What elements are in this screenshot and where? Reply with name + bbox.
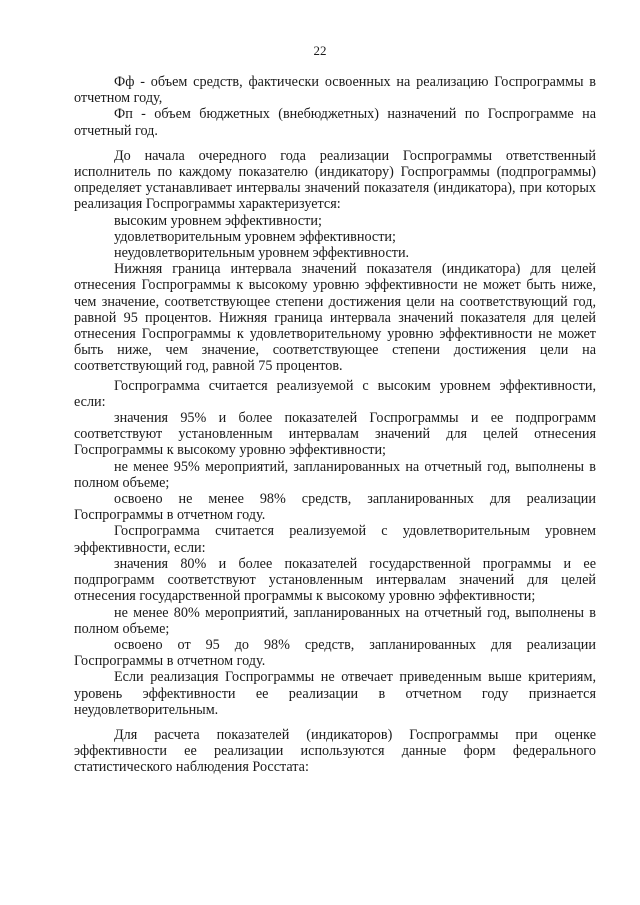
criterion-satisfactory-funds: освоено от 95 до 98% средств, запланированных для реализации Госпрограммы в отчетном году. — [74, 636, 596, 670]
paragraph-unsatisfactory-conclusion: Если реализация Госпрограммы не отвечает приведенным выше критериям, уровень эффективности ее реализации в отчетном году признается неудовлетворительным. — [74, 669, 596, 718]
paragraph-rosstat-data: Для расчета показателей (индикаторов) Госпрограммы при оценке эффективности ее реализации используются данные форм федерального статистического наблюдения Росстата: — [74, 726, 596, 776]
paragraph-high-efficiency-intro: Госпрограмма считается реализуемой с высоким уровнем эффективности, если: — [74, 377, 596, 410]
list-item-satisfactory-level: удовлетворительным уровнем эффективности; — [114, 228, 396, 245]
criterion-high-indicators: значения 95% и более показателей Госпрограммы и ее подпрограмм соответствуют установленным интервалам значений для целей отнесения Госпрограммы к высокому уровню эффективности; — [74, 410, 596, 459]
list-item-unsatisfactory-level: неудовлетворительным уровнем эффективности. — [114, 245, 410, 262]
criterion-high-funds: освоено не менее 98% средств, запланированных для реализации Госпрограммы в отчетном году. — [74, 491, 596, 524]
criterion-satisfactory-indicators: значения 80% и более показателей государственной программы и ее подпрограмм соответствуют установленным интервалам значений для целей отнесения государственной программы к высокому уровню эффективности; — [74, 555, 596, 605]
criterion-high-activities: не менее 95% мероприятий, запланированных на отчетный год, выполнены в полном объеме; — [74, 458, 596, 491]
paragraph-intervals-intro: До начала очередного года реализации Госпрограммы ответственный исполнитель по каждому показателю (индикатору) Госпрограммы (подпрограммы) определяет устанавливает интервалы значений показателя (индикатора), при которых реализация Госпрограммы характеризуется: — [74, 147, 596, 213]
document-body — [74, 74, 596, 776]
page-number: 22 — [313, 43, 327, 58]
paragraph-satisfactory-efficiency-intro: Госпрограмма считается реализуемой с удовлетворительным уровнем эффективности, если: — [74, 523, 596, 556]
paragraph-lower-bound: Нижняя граница интервала значений показателя (индикатора) для целей отнесения Госпрограммы к высокому уровню эффективности не может быть ниже, чем значение, соответствующее степени достижения цели на соответствующий год, равной 95 процентов. Нижняя граница интервала значений показателя для целей отнесения Госпрограммы к удовлетворительному уровню эффективности не может быть ниже, чем значение, соответствующее степени достижения цели на соответствующий год, равной 75 процентов. — [74, 261, 596, 375]
list-item-high-level: высоким уровнем эффективности; — [114, 212, 322, 229]
paragraph-fp-definition: Фп - объем бюджетных (внебюджетных) назначений по Госпрограмме на отчетный год. — [74, 106, 596, 139]
paragraph-ff-definition: Фф - объем средств, фактически освоенных на реализацию Госпрограммы в отчетном году, — [74, 74, 596, 107]
criterion-satisfactory-activities: не менее 80% мероприятий, запланированных на отчетный год, выполнены в полном объеме; — [74, 604, 596, 637]
